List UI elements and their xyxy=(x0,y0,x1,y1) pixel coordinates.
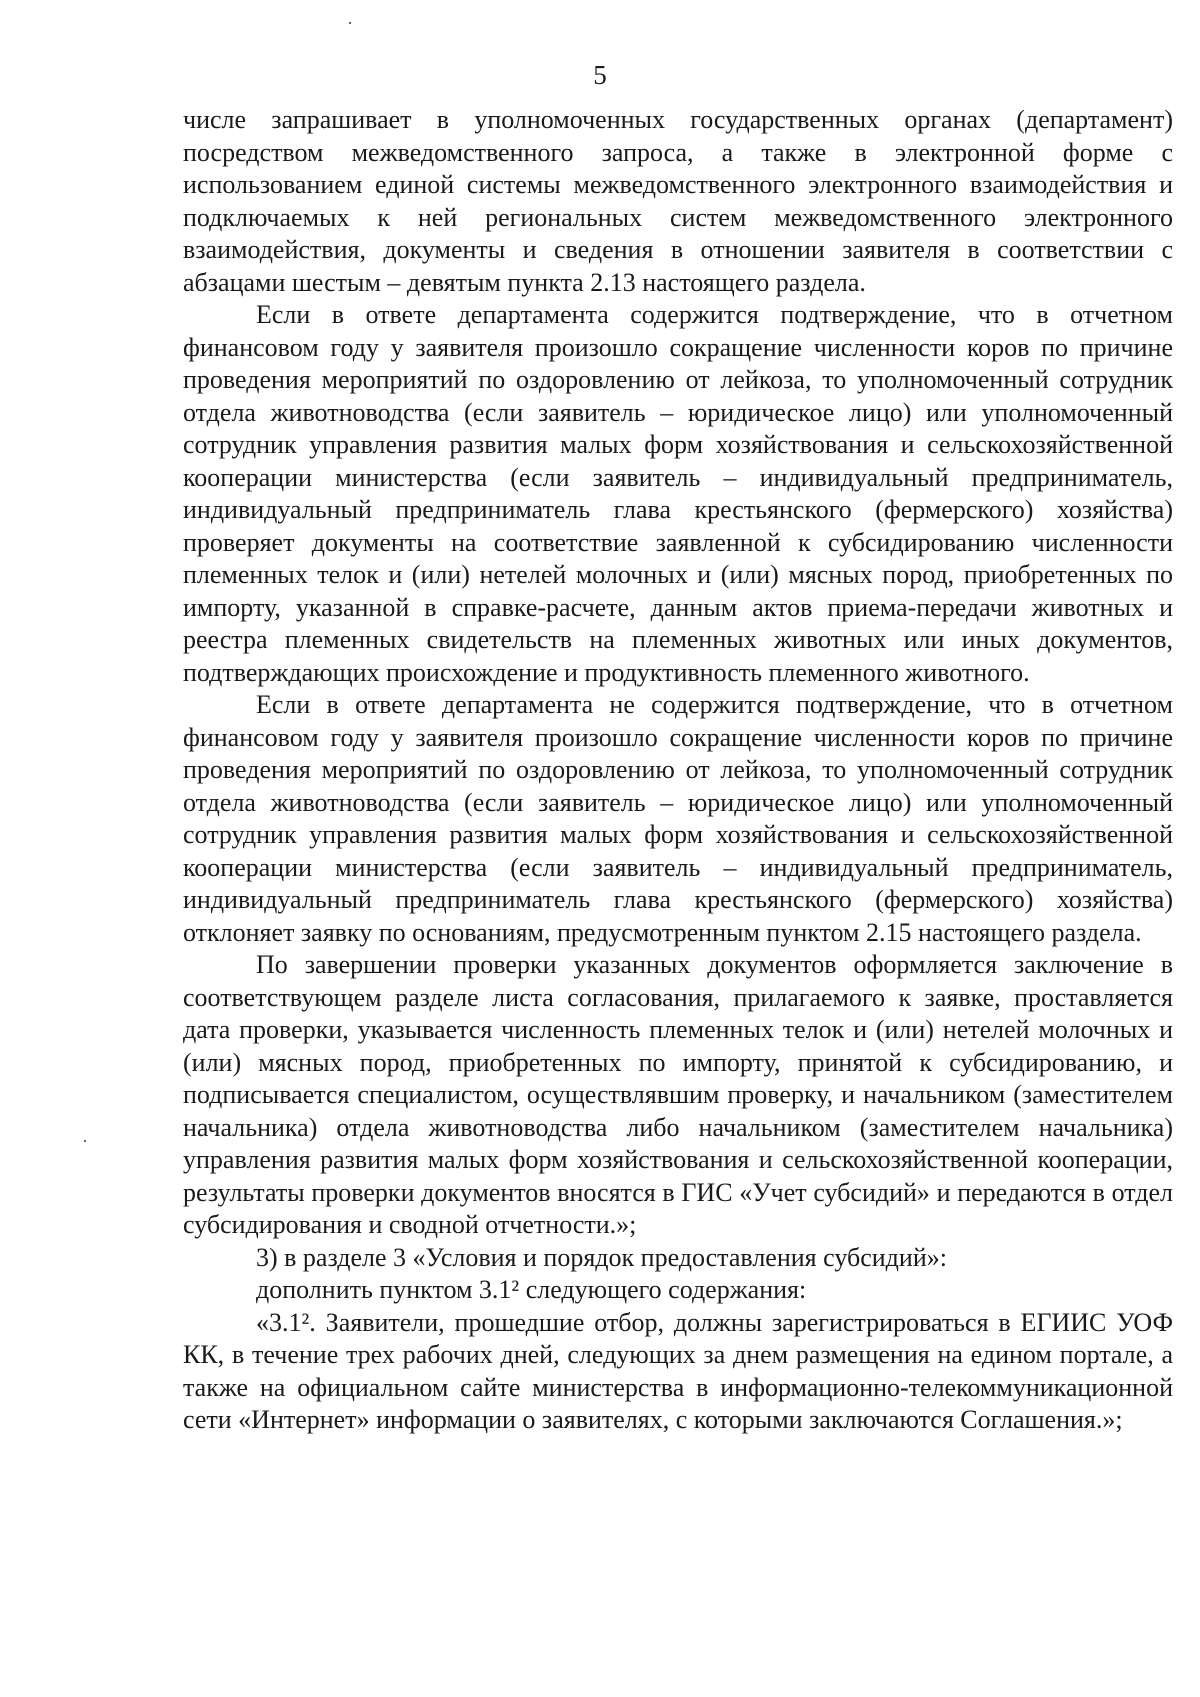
paragraph-confirmation: Если в ответе департамента содержится подтверждение, что в отчетном финансовом году у заявителя произошло сокращение численности коров по причине проведения мероприятий по оздоровлению от лейкоза, то уполномоченный сотрудник отдела животноводства (если заявитель – юридическое лицо) или уполномоченный сотрудник управления развития малых форм хозяйствования и сельскохозяйственной кооперации министерства (если заявитель – индивидуальный предприниматель, индивидуальный предприниматель глава крестьянского (фермерского) хозяйства) проверяет документы на соответствие заявленной к субсидированию численности племенных телок и (или) нетелей молочных и (или) мясных пород, приобретенных по импорту, указанной в справке-расчете, данным актов приема-передачи животных и реестра племенных свидетельств на племенных животных или иных документов, подтверждающих происхождение и продуктивность племенного животного. xyxy=(183,300,1173,687)
paragraph-verification: По завершении проверки указанных документов оформляется заключение в соответствующем разделе листа согласования, прилагаемого к заявке, проставляется дата проверки, указывается численность племенных телок и (или) нетелей молочных и (или) мясных пород, приобретенных по импорту, принятой к субсидированию, и подписывается специалистом, осуществлявшим проверку, и начальником (заместителем начальника) отдела животноводства либо начальником (заместителем начальника) управления развития малых форм хозяйствования и сельскохозяйственной кооперации, результаты проверки документов вносятся в ГИС «Учет субсидий» и передаются в отдел субсидирования и сводной отчетности.»; xyxy=(183,950,1173,1239)
document-body xyxy=(183,104,1173,1437)
paragraph-section-3: 3) в разделе 3 «Условия и порядок предоставления субсидий»: xyxy=(256,1242,947,1272)
paragraph-no-confirmation: Если в ответе департамента не содержится подтверждение, что в отчетном финансовом году у заявителя произошло сокращение численности коров по причине проведения мероприятий по оздоровлению от лейкоза, то уполномоченный сотрудник отдела животноводства (если заявитель – юридическое лицо) или уполномоченный сотрудник управления развития малых форм хозяйствования и сельскохозяйственной кооперации министерства (если заявитель – индивидуальный предприниматель, индивидуальный предприниматель глава крестьянского (фермерского) хозяйства) отклоняет заявку по основаниям, предусмотренным пунктом 2.15 настоящего раздела. xyxy=(183,690,1173,947)
page-number: 5 xyxy=(593,60,607,90)
scan-speck xyxy=(84,1140,86,1142)
paragraph-continuation: числе запрашивает в уполномоченных государственных органах (департамент) посредством межведомственного запроса, а также в электронной форме с использованием единой системы межведомственного электронного взаимодействия и подключаемых к ней региональных систем межведомственного электронного взаимодействия, документы и сведения в отношении заявителя в соответствии с абзацами шестым – девятым пункта 2.13 настоящего раздела. xyxy=(183,105,1173,297)
paragraph-add-item: дополнить пунктом 3.1² следующего содержания: xyxy=(256,1275,807,1304)
paragraph-item-3-1-2: «3.1². Заявители, прошедшие отбор, должны зарегистрироваться в ЕГИИС УОФ КК, в течение трех рабочих дней, следующих за днем размещения на едином портале, а также на официальном сайте министерства в информационно-телекоммуникационной сети «Интернет» информации о заявителях, с которыми заключаются Соглашения.»; xyxy=(183,1307,1173,1434)
scan-speck xyxy=(349,22,351,24)
